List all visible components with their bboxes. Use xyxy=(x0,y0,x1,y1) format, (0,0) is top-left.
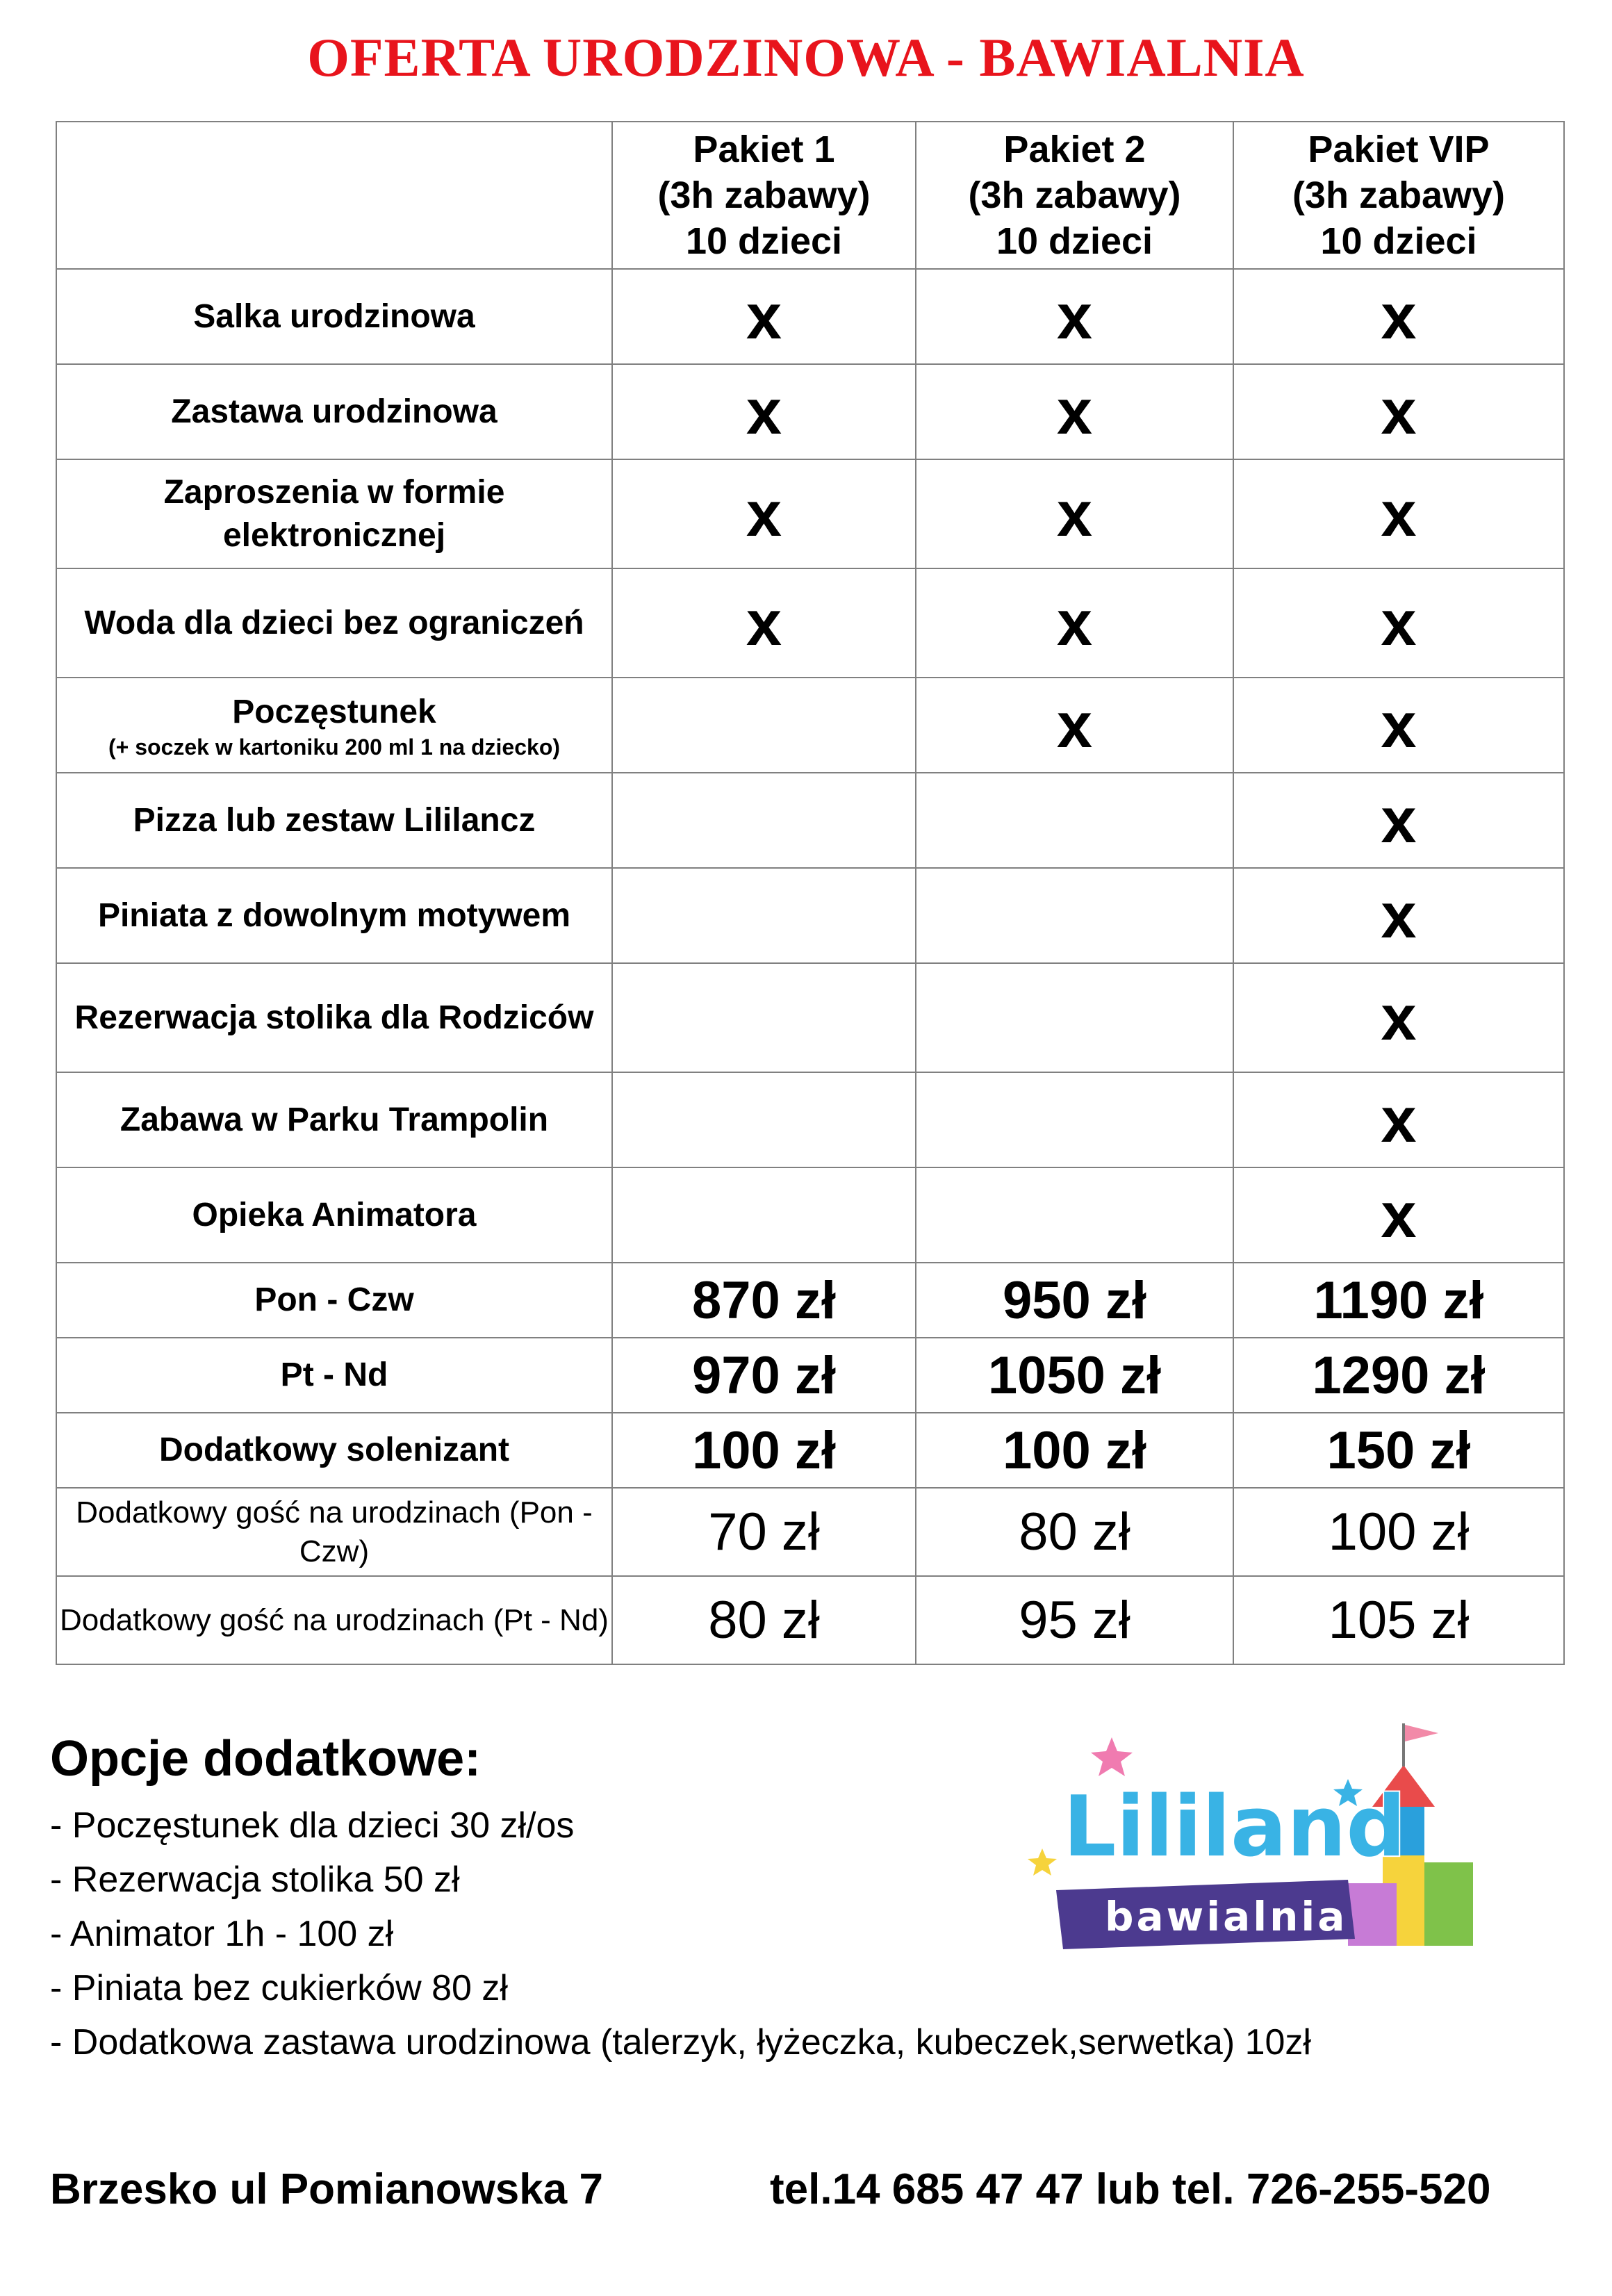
price-value: 1050 zł xyxy=(916,1338,1233,1413)
offer-table xyxy=(56,121,1565,1665)
check-mark: x xyxy=(1056,478,1093,550)
check-mark: x xyxy=(1381,982,1417,1053)
check-mark: x xyxy=(1056,281,1093,352)
feature-cell xyxy=(612,773,916,868)
price-value: 1290 zł xyxy=(1233,1338,1564,1413)
table-row xyxy=(56,459,1564,568)
feature-label: Rezerwacja stolika dla Rodziców xyxy=(56,963,612,1072)
feature-cell xyxy=(916,364,1233,459)
feature-label: Piniata z dowolnym motywem xyxy=(56,868,612,963)
list-item: - Dodatkowa zastawa urodzinowa (talerzyk, łyżeczka, kubeczek,serwetka) 10zł xyxy=(50,2022,1311,2063)
check-mark: x xyxy=(1381,587,1417,659)
check-mark: x xyxy=(1381,689,1417,761)
guest-price-rows xyxy=(56,1488,1564,1664)
price-row xyxy=(56,1263,1564,1338)
check-mark: x xyxy=(1381,281,1417,352)
feature-cell xyxy=(612,868,916,963)
feature-label: Woda dla dzieci bez ograniczeń xyxy=(56,568,612,678)
package-header: Pakiet 1 (3h zabawy) 10 dzieci xyxy=(612,122,916,269)
list-item: - Piniata bez cukierków 80 zł xyxy=(50,1968,508,2008)
check-mark: x xyxy=(1381,880,1417,951)
guest-price-row xyxy=(56,1488,1564,1576)
check-mark: x xyxy=(1056,587,1093,659)
feature-label: Zabawa w Parku Trampolin xyxy=(56,1072,612,1167)
check-mark: x xyxy=(1381,1084,1417,1156)
guest-price-label: Dodatkowy gość na urodzinach (Pon - Czw) xyxy=(56,1488,612,1576)
options-title: Opcje dodatkowe: xyxy=(50,1731,482,1787)
feature-cell xyxy=(612,1072,916,1167)
feature-cell xyxy=(916,1167,1233,1263)
feature-cell xyxy=(916,678,1233,773)
price-label: Pt - Nd xyxy=(56,1338,612,1413)
price-value: 970 zł xyxy=(612,1338,916,1413)
feature-cell xyxy=(916,269,1233,364)
feature-label: Zaproszenia w formie elektronicznej xyxy=(56,459,612,568)
price-value: 1190 zł xyxy=(1233,1263,1564,1338)
logo-brand-text: Lililand xyxy=(1063,1779,1406,1876)
feature-cell xyxy=(916,868,1233,963)
table-row xyxy=(56,678,1564,773)
feature-cell xyxy=(1233,269,1564,364)
price-label: Pon - Czw xyxy=(56,1263,612,1338)
table-row xyxy=(56,868,1564,963)
feature-cell xyxy=(612,459,916,568)
check-mark: x xyxy=(1381,478,1417,550)
lililand-logo xyxy=(1021,1709,1494,1974)
check-mark: x xyxy=(1381,1179,1417,1251)
check-mark: x xyxy=(1056,376,1093,448)
feature-cell xyxy=(1233,1167,1564,1263)
feature-label: Pizza lub zestaw Lililancz xyxy=(56,773,612,868)
price-rows xyxy=(56,1263,1564,1488)
guest-price-value: 80 zł xyxy=(916,1488,1233,1576)
table-row xyxy=(56,568,1564,678)
package-header: Pakiet VIP (3h zabawy) 10 dzieci xyxy=(1233,122,1564,269)
check-mark: x xyxy=(746,587,782,659)
check-mark: x xyxy=(746,281,782,352)
price-label: Dodatkowy solenizant xyxy=(56,1413,612,1488)
check-mark: x xyxy=(746,478,782,550)
price-row xyxy=(56,1338,1564,1413)
package-header: Pakiet 2 (3h zabawy) 10 dzieci xyxy=(916,122,1233,269)
feature-cell xyxy=(1233,459,1564,568)
feature-cell xyxy=(1233,568,1564,678)
table-row xyxy=(56,773,1564,868)
price-value: 870 zł xyxy=(612,1263,916,1338)
feature-cell xyxy=(916,1072,1233,1167)
footer-address: Brzesko ul Pomianowska 7 xyxy=(50,2165,603,2213)
feature-label: Poczęstunek (+ soczek w kartoniku 200 ml 1 na dziecko) xyxy=(56,678,612,773)
feature-cell xyxy=(1233,963,1564,1072)
check-mark: x xyxy=(746,376,782,448)
table-row xyxy=(56,1167,1564,1263)
header-empty-cell xyxy=(56,122,612,269)
feature-cell xyxy=(1233,678,1564,773)
feature-cell xyxy=(612,1167,916,1263)
feature-cell xyxy=(916,773,1233,868)
guest-price-value: 80 zł xyxy=(612,1576,916,1664)
table-row xyxy=(56,364,1564,459)
feature-label: Zastawa urodzinowa xyxy=(56,364,612,459)
page-title: OFERTA URODZINOWA - BAWIALNIA xyxy=(307,27,1305,88)
table-row xyxy=(56,1072,1564,1167)
feature-cell xyxy=(612,963,916,1072)
feature-cell xyxy=(612,364,916,459)
list-item: - Rezerwacja stolika 50 zł xyxy=(50,1860,460,1900)
feature-cell xyxy=(1233,868,1564,963)
price-value: 100 zł xyxy=(612,1413,916,1488)
guest-price-value: 95 zł xyxy=(916,1576,1233,1664)
feature-cell xyxy=(612,678,916,773)
price-row xyxy=(56,1413,1564,1488)
feature-cell xyxy=(612,269,916,364)
check-mark: x xyxy=(1381,376,1417,448)
feature-label: Salka urodzinowa xyxy=(56,269,612,364)
price-value: 100 zł xyxy=(916,1413,1233,1488)
guest-price-row xyxy=(56,1576,1564,1664)
list-item: - Poczęstunek dla dzieci 30 zł/os xyxy=(50,1805,575,1846)
guest-price-value: 100 zł xyxy=(1233,1488,1564,1576)
guest-price-value: 105 zł xyxy=(1233,1576,1564,1664)
table-row xyxy=(56,269,1564,364)
guest-price-label: Dodatkowy gość na urodzinach (Pt - Nd) xyxy=(56,1576,612,1664)
feature-cell xyxy=(916,459,1233,568)
guest-price-value: 70 zł xyxy=(612,1488,916,1576)
table-header-row xyxy=(56,122,1564,269)
feature-label: Opieka Animatora xyxy=(56,1167,612,1263)
feature-cell xyxy=(916,963,1233,1072)
check-mark: x xyxy=(1381,785,1417,856)
feature-cell xyxy=(612,568,916,678)
price-value: 950 zł xyxy=(916,1263,1233,1338)
footer-phone: tel.14 685 47 47 lub tel. 726-255-520 xyxy=(770,2165,1491,2213)
feature-cell xyxy=(1233,1072,1564,1167)
list-item: - Animator 1h - 100 zł xyxy=(50,1914,394,1954)
logo-tagline: bawialnia xyxy=(1105,1893,1348,1940)
table-row xyxy=(56,963,1564,1072)
feature-cell xyxy=(1233,364,1564,459)
feature-cell xyxy=(1233,773,1564,868)
check-mark: x xyxy=(1056,689,1093,761)
feature-cell xyxy=(916,568,1233,678)
price-value: 150 zł xyxy=(1233,1413,1564,1488)
feature-rows xyxy=(56,269,1564,1263)
